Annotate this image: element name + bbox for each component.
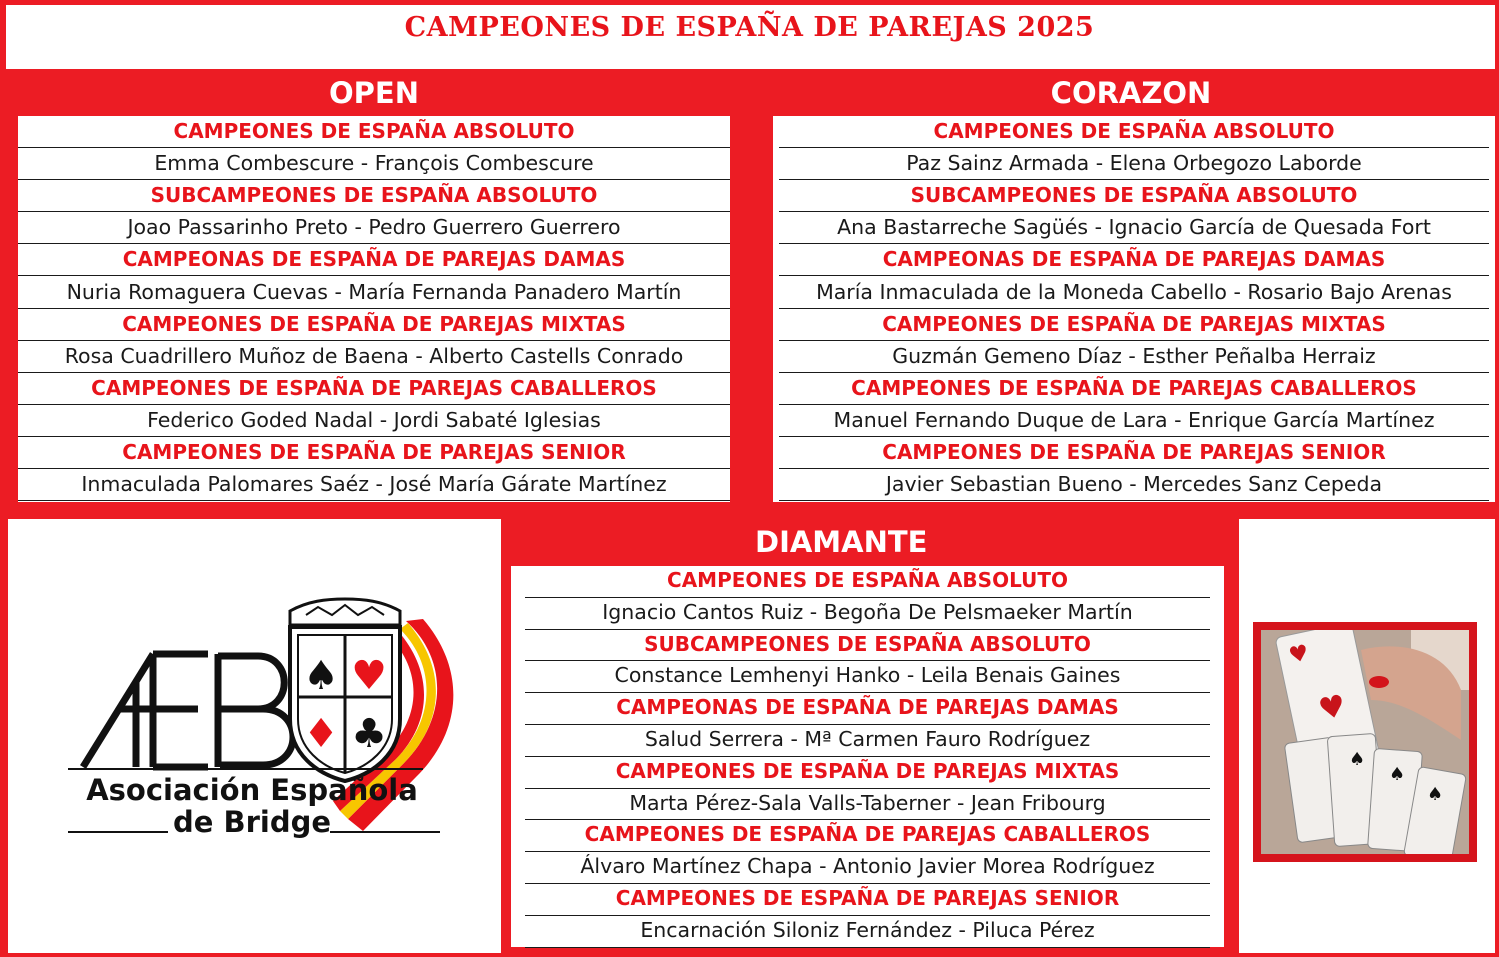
spade-icon: ♠ — [303, 653, 339, 699]
corazon-results-table — [773, 116, 1495, 502]
category-heading: CAMPEONES DE ESPAÑA ABSOLUTO — [18, 116, 730, 148]
diamond-icon: ♦ — [303, 711, 339, 757]
heart-icon: ♥ — [351, 653, 387, 699]
section-title-corazon: CORAZON — [1050, 76, 1212, 110]
category-heading: CAMPEONAS DE ESPAÑA DE PAREJAS DAMAS — [779, 244, 1489, 276]
open-results-table — [18, 116, 730, 502]
category-heading: CAMPEONES DE ESPAÑA DE PAREJAS CABALLEROS — [525, 820, 1210, 852]
pair-names: Emma Combescure - François Combescure — [18, 148, 730, 180]
pair-names: Marta Pérez-Sala Valls-Taberner - Jean Fribourg — [525, 789, 1210, 821]
pair-names: Nuria Romaguera Cuevas - María Fernanda Panadero Martín — [18, 277, 730, 309]
pair-names: Guzmán Gemeno Díaz - Esther Peñalba Herraiz — [779, 341, 1489, 373]
pair-names: Paz Sainz Armada - Elena Orbegozo Laborde — [779, 148, 1489, 180]
pair-names: Álvaro Martínez Chapa - Antonio Javier Morea Rodríguez — [525, 852, 1210, 884]
pair-names: Salud Serrera - Mª Carmen Fauro Rodríguez — [525, 725, 1210, 757]
pair-names: Joao Passarinho Preto - Pedro Guerrero Guerrero — [18, 212, 730, 244]
category-heading: CAMPEONES DE ESPAÑA DE PAREJAS MIXTAS — [18, 309, 730, 341]
pair-names: Ana Bastarreche Sagüés - Ignacio García de Quesada Fort — [779, 212, 1489, 244]
category-heading: CAMPEONES DE ESPAÑA DE PAREJAS CABALLEROS — [779, 373, 1489, 405]
pair-names: Rosa Cuadrillero Muñoz de Baena - Alberto Castells Conrado — [18, 341, 730, 373]
pair-names: Ignacio Cantos Ruiz - Begoña De Pelsmaeker Martín — [525, 598, 1210, 630]
category-heading: CAMPEONAS DE ESPAÑA DE PAREJAS DAMAS — [525, 693, 1210, 725]
category-heading: CAMPEONES DE ESPAÑA DE PAREJAS SENIOR — [18, 437, 730, 469]
pair-names: Encarnación Siloniz Fernández - Piluca Pérez — [525, 916, 1210, 948]
section-title-diamante: DIAMANTE — [755, 525, 928, 559]
pair-names: Constance Lemhenyi Hanko - Leila Benais Gaines — [525, 661, 1210, 693]
pair-names: María Inmaculada de la Moneda Cabello - Rosario Bajo Arenas — [779, 277, 1489, 309]
category-heading: CAMPEONES DE ESPAÑA DE PAREJAS MIXTAS — [779, 309, 1489, 341]
pair-names: Inmaculada Palomares Saéz - José María Gárate Martínez — [18, 469, 730, 501]
page-title: CAMPEONES DE ESPAÑA DE PAREJAS 2025 — [404, 12, 1095, 43]
svg-text:♠: ♠ — [1349, 749, 1366, 770]
pair-names: Javier Sebastian Bueno - Mercedes Sanz Cepeda — [779, 469, 1489, 501]
svg-text:♥: ♥ — [1315, 688, 1350, 729]
diamante-results-table — [511, 566, 1224, 947]
category-heading: SUBCAMPEONES DE ESPAÑA ABSOLUTO — [779, 180, 1489, 212]
category-heading: CAMPEONES DE ESPAÑA DE PAREJAS SENIOR — [779, 437, 1489, 469]
section-title-open: OPEN — [329, 76, 419, 110]
category-heading: SUBCAMPEONES DE ESPAÑA ABSOLUTO — [18, 180, 730, 212]
pair-names: Manuel Fernando Duque de Lara - Enrique García Martínez — [779, 405, 1489, 437]
aeb-logo-box — [8, 519, 501, 953]
category-heading: CAMPEONES DE ESPAÑA ABSOLUTO — [525, 566, 1210, 598]
category-heading: CAMPEONES DE ESPAÑA DE PAREJAS MIXTAS — [525, 757, 1210, 789]
category-heading: CAMPEONES DE ESPAÑA DE PAREJAS CABALLEROS — [18, 373, 730, 405]
svg-text:♠: ♠ — [1427, 784, 1444, 805]
svg-text:♥: ♥ — [1286, 640, 1312, 670]
club-icon: ♣ — [351, 711, 387, 757]
pair-names: Federico Goded Nadal - Jordi Sabaté Iglesias — [18, 405, 730, 437]
svg-text:♠: ♠ — [1389, 764, 1406, 785]
aeb-logo — [8, 519, 501, 953]
playing-cards-photo-icon — [1261, 630, 1469, 854]
logo-line-1: Asociación Española — [86, 773, 418, 807]
category-heading: CAMPEONAS DE ESPAÑA DE PAREJAS DAMAS — [18, 244, 730, 276]
category-heading: CAMPEONES DE ESPAÑA DE PAREJAS SENIOR — [525, 884, 1210, 916]
category-heading: CAMPEONES DE ESPAÑA ABSOLUTO — [779, 116, 1489, 148]
logo-line-2: de Bridge — [172, 805, 332, 839]
category-heading: SUBCAMPEONES DE ESPAÑA ABSOLUTO — [525, 630, 1210, 662]
